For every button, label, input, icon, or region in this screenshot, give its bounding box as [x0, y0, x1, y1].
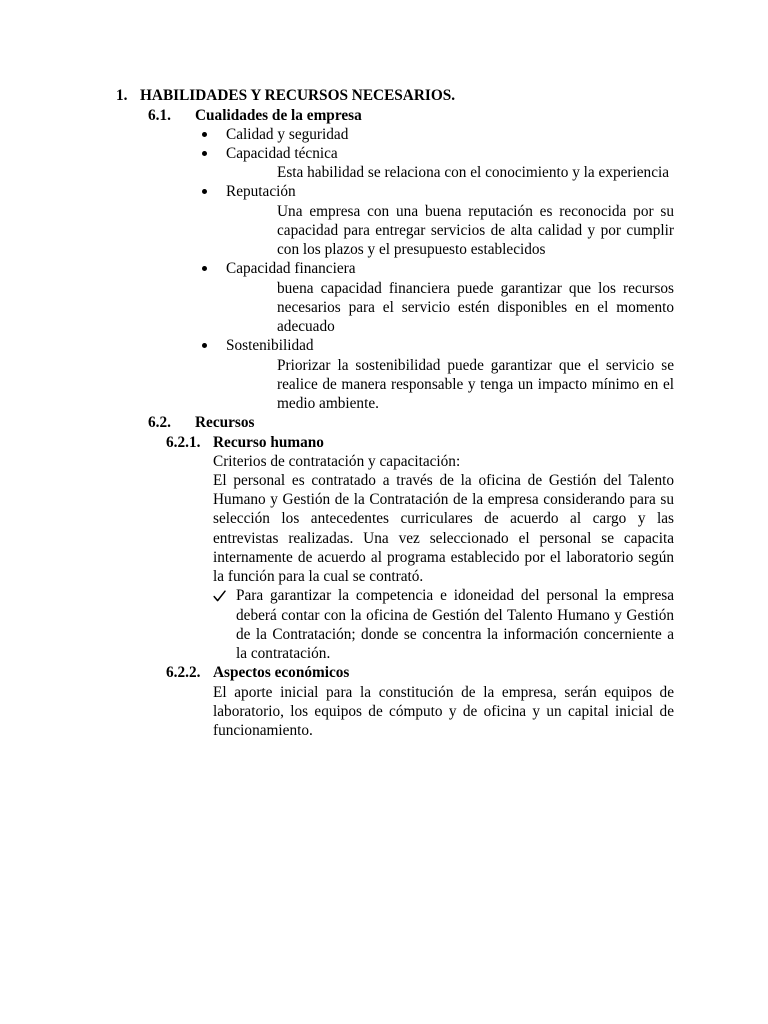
description-line: Una empresa con una buena reputación es reconocida por su [277, 202, 674, 220]
subsection-cualidades [0, 106, 768, 414]
bullet-item-label: Capacidad financiera [226, 260, 356, 278]
description-line: adecuado [277, 318, 335, 336]
check-item-line: Para garantizar la competencia e idoneidad del personal la empresa [236, 587, 674, 605]
body-line: selección los antecedentes curriculares de acuerdo al cargo y las [213, 510, 674, 528]
subsection-heading [0, 413, 768, 432]
description-line: Priorizar la sostenibilidad puede garantizar que el servicio se [277, 356, 674, 374]
description-line: buena capacidad financiera puede garantizar que los recursos [277, 279, 674, 297]
subsection-number: 6.2. [148, 414, 171, 432]
description-line: con los plazos y el presupuesto establecidos [277, 241, 546, 259]
check-item-line: la contratación. [236, 645, 331, 663]
subsubsection-number: 6.2.1. [166, 433, 201, 451]
body-line: internamente de acuerdo al programa establecido por el laboratorio según [213, 548, 674, 566]
body-line: laboratorio, los equipos de cómputo y de oficina y un capital inicial de [213, 702, 674, 720]
check-item [0, 586, 768, 663]
bullet-icon [202, 151, 207, 156]
subsection-recursos [0, 413, 768, 740]
subsubsection-number: 6.2.2. [166, 664, 201, 682]
body-line: la función para la cual se contrató. [213, 568, 424, 586]
bullet-icon [202, 266, 207, 271]
subsection-heading [0, 106, 768, 125]
list-item [0, 336, 768, 413]
subsubsection-aspectos-economicos [0, 663, 768, 740]
body-line: Humano y Gestión de la Contratación de la empresa considerando para su [213, 491, 674, 509]
subsubsection-recurso-humano [0, 433, 768, 664]
bullet-item-label: Sostenibilidad [226, 337, 314, 355]
list-item [0, 125, 768, 144]
check-item-line: de la Contratación; donde se concentra la información concerniente a [236, 625, 674, 643]
document-content [0, 86, 768, 740]
subsection-title: Recursos [195, 414, 255, 432]
bullet-item-label: Reputación [226, 183, 296, 201]
subsubsection-title: Aspectos económicos [213, 664, 350, 682]
check-icon [213, 590, 226, 602]
subsection-number: 6.1. [148, 106, 171, 124]
bullet-item-label: Calidad y seguridad [226, 125, 349, 143]
bullet-icon [202, 189, 207, 194]
check-item-line: deberá contar con la oficina de Gestión del Talento Humano y Gestión [236, 606, 674, 624]
list-item [0, 259, 768, 336]
subsubsection-heading [0, 663, 768, 682]
description-line: capacidad para entregar servicios de alta calidad y por cumplir [277, 221, 674, 239]
body-paragraph [0, 683, 768, 741]
section-heading [0, 86, 768, 105]
description-line: medio ambiente. [277, 395, 379, 413]
description-line: Esta habilidad se relaciona con el conocimiento y la experiencia [277, 164, 670, 182]
section-number: 1. [116, 87, 128, 105]
bullet-item-label: Capacidad técnica [226, 145, 338, 162]
subsubsection-heading [0, 433, 768, 452]
bullet-icon [202, 343, 207, 348]
body-line: funcionamiento. [213, 722, 313, 740]
bullet-icon [202, 132, 207, 137]
body-line: entrevistas realizadas. Una vez seleccionado el personal se capacita [213, 529, 674, 547]
section-title: HABILIDADES Y RECURSOS NECESARIOS. [140, 87, 456, 105]
description-line: necesarios para el servicio estén disponibles en el momento [277, 298, 674, 316]
body-paragraph [0, 471, 768, 586]
description-line: realice de manera responsable y tenga un impacto mínimo en el [277, 375, 674, 393]
bullet-list [0, 125, 768, 414]
list-item [0, 144, 768, 182]
subsubsection-title: Recurso humano [213, 433, 324, 451]
body-line: El aporte inicial para la constitución de la empresa, serán equipos de [213, 683, 674, 701]
body-line: El personal es contratado a través de la oficina de Gestión del Talento [213, 471, 674, 489]
intro-line: Criterios de contratación y capacitación: [213, 452, 461, 470]
subsection-title: Cualidades de la empresa [195, 106, 362, 124]
list-item [0, 182, 768, 259]
